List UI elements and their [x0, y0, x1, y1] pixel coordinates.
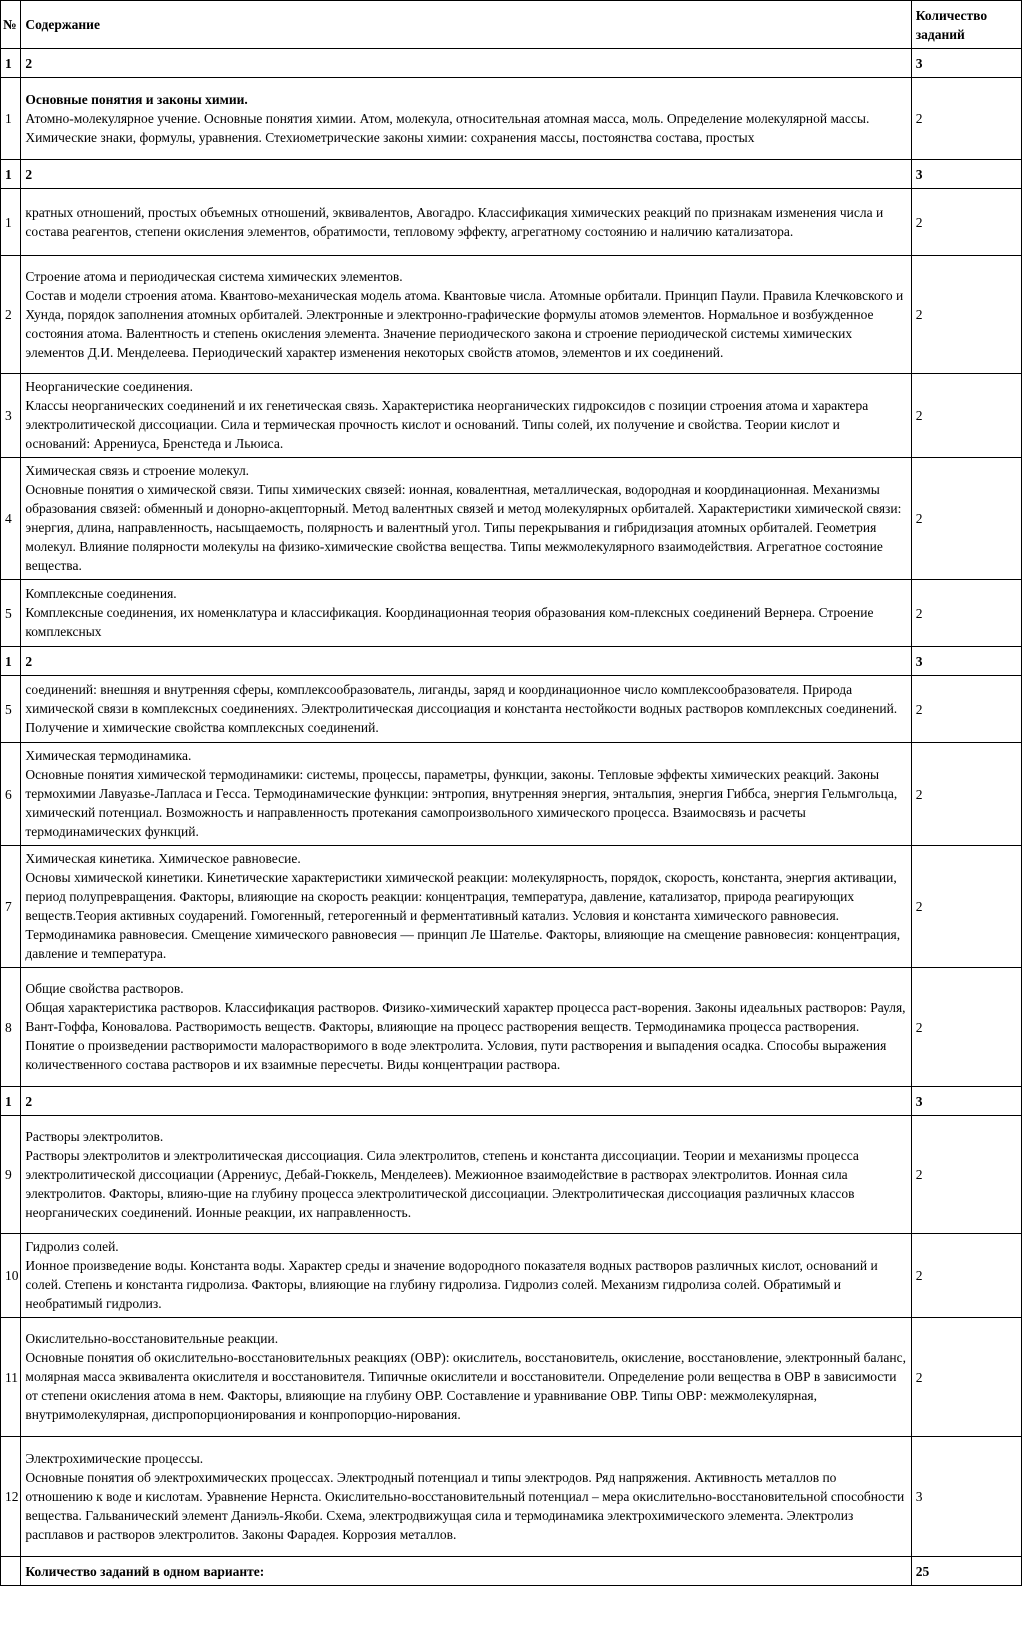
row-number: 5	[1, 676, 21, 743]
header-count: Количество заданий	[911, 1, 1021, 49]
row-number: 1	[1, 160, 21, 189]
row-count: 2	[911, 676, 1021, 743]
topic-body: Основы химической кинетики. Кинетические характеристики химической реакции: молекулярность, порядок, скорость, константа, энергия активации, период полупревращения. Факторы, влияющие на скорость реакции: концентрация, температура, давление, катализатор, природа реагирующих веществ.Теория активных соударений. Гомогенный, гетерогенный и ферментативный катализ. Условия и константа химического равновесия. Термодинамика равновесия. Смещение химического равновесия — принцип Ле Шателье. Факторы, влияющие на смещение равновесия: концентрация, давление и температура.	[25, 870, 901, 961]
topic-body: Основные понятия об электрохимических процессах. Электродный потенциал и типы электродов. Ряд напряжения. Активность металлов по отношению к воде и кислотам. Уравнение Нернста. Окислительно-восстановительный потенциал – мера окислительно-восстановительной способности вещества. Гальванический элемент Даниэль-Якоби. Схема, электродвижущая сила и термодинамика электрохимического элемента. Электролиз расплавов и растворов электролитов. Законы Фарадея. Коррозия металлов.	[25, 1469, 905, 1542]
topic-title: Химическая кинетика. Химическое равновесие.	[25, 851, 301, 866]
topic-body: соединений: внешняя и внутренняя сферы, комплексообразователь, лиганды, заряд и координационное число комплексообразователя. Природа химической связи в комплексных соединениях. Электролитическая диссоциация и константа нестойкости водных растворов комплексных соединений. Получение и химические свойства комплексных соединений.	[25, 682, 898, 735]
topic-row	[1, 458, 1022, 580]
topic-row	[1, 256, 1022, 374]
row-content	[21, 580, 911, 647]
row-number: 11	[1, 1318, 21, 1437]
topic-body: Состав и модели строения атома. Квантово-механическая модель атома. Квантовые числа. Атомные орбитали. Принцип Паули. Правила Клечковского и Хунда, порядок заполнения атомных орбиталей. Электронные и электронно-графические формулы атомов элементов. Нормальное и возбужденное состояния атома. Валентность и степень окисления элемента. Значение периодического закона и строение периодической системы химических элементов Д.И. Менделеева. Периодический характер изменения некоторых свойств атомов, элементов и их соединений.	[25, 287, 904, 360]
header-content: Содержание	[21, 1, 911, 49]
row-content	[21, 78, 911, 160]
row-content	[21, 1437, 911, 1557]
topic-body: Общая характеристика растворов. Классификация растворов. Физико-химический характер процесса раст-ворения. Законы идеальных растворов: Рауля, Вант-Гоффа, Коновалова. Растворимость веществ. Факторы, влияющие на процесс растворения веществ. Термодинамика процесса растворения. Понятие о произведении растворимости малорастворимого в воде электролита. Условия, пути растворения и выпадения осадка. Способы выражения количественного состава растворов и их взаимные пересчеты. Виды концентрации раствора.	[25, 1000, 906, 1072]
row-content	[21, 743, 911, 846]
row-count: 2	[911, 256, 1021, 374]
footer-total: 25	[911, 1557, 1021, 1586]
row-count: 2	[911, 968, 1021, 1087]
row-content	[21, 256, 911, 374]
row-content	[21, 189, 911, 256]
topic-row	[1, 189, 1022, 256]
row-number: 1	[1, 78, 21, 160]
row-count: 3	[911, 49, 1021, 78]
row-number: 1	[1, 189, 21, 256]
row-count: 2	[911, 1234, 1021, 1318]
topic-body: Основные понятия о химической связи. Типы химических связей: ионная, ковалентная, металлическая, водородная и координационная. Механизмы образования связей: обменный и донорно-акцепторный. Метод валентных связей и метод молекулярных орбиталей. Характеристики химической связи: энергия, длина, направленность, насыщаемость, полярность и валентный угол. Типы перекрывания и гибридизация атомных орбиталей. Геометрия молекул. Влияние полярности молекулы на физико-химические свойства вещества. Типы межмолекулярного взаимодействия. Агрегатное состояние вещества.	[25, 482, 902, 573]
row-number: 2	[1, 256, 21, 374]
topic-title: Неорганические соединения.	[25, 379, 193, 394]
topic-title: Химическая термодинамика.	[25, 748, 192, 763]
topic-body: Классы неорганических соединений и их генетическая связь. Характеристика неорганических гидроксидов с позиции строения атома и характера электролитической диссоциации. Сила и термическая прочность кислот и оснований. Типы солей, их получение и свойства. Теории кислот и оснований: Аррениуса, Бренстеда и Льюиса.	[25, 398, 869, 451]
topic-row	[1, 846, 1022, 968]
row-count: 2	[911, 1116, 1021, 1234]
row-count: 3	[911, 1087, 1021, 1116]
row-number: 7	[1, 846, 21, 968]
column-number-row	[1, 1087, 1022, 1116]
row-number: 1	[1, 49, 21, 78]
table-header-row	[1, 1, 1022, 49]
topic-title: Электрохимические процессы.	[25, 1450, 204, 1466]
row-number: 5	[1, 580, 21, 647]
topic-body: Атомно-молекулярное учение. Основные понятия химии. Атом, молекула, относительная атомная масса, моль. Определение молекулярной массы. Химические знаки, формулы, уравнения. Стехиометрические законы химии: сохранения массы, постоянства состава, простых	[25, 110, 870, 145]
column-number-row	[1, 49, 1022, 78]
row-content: 2	[21, 647, 911, 676]
footer-num	[1, 1557, 21, 1586]
row-count: 2	[911, 743, 1021, 846]
topic-row	[1, 374, 1022, 458]
topic-title: Основные понятия и законы химии.	[25, 91, 248, 107]
topic-row	[1, 676, 1022, 743]
row-number: 12	[1, 1437, 21, 1557]
topic-body: Растворы электролитов и электролитическая диссоциация. Сила электролитов, степень и константа диссоциации. Теории и механизмы процесса электролитической диссоциации (Аррениус, Дебай-Гюккель, Менделеев). Межионное взаимодействие в растворах электролитов. Ионная сила электролитов. Факторы, влияю-щие на глубину процесса электролитической диссоциации. Электролитическая диссоциация различных классов неорганических соединений. Ионные реакции, их направленность.	[25, 1147, 859, 1220]
row-count: 3	[911, 160, 1021, 189]
row-content: 2	[21, 1087, 911, 1116]
topic-body: Основные понятия химической термодинамики: системы, процессы, параметры, функции, законы. Тепловые эффекты химических реакций. Законы термохимии Лавуазье-Лапласа и Гесса. Термодинамические функции: энтропия, внутренняя энергия, энтальпия, энергия Гиббса, энергия Гельмгольца, химический потенциал. Возможность и направленность протекания самопроизвольного химического процесса. Взаимосвязь и расчеты термодинамических функций.	[25, 767, 898, 839]
row-count: 2	[911, 846, 1021, 968]
topic-row	[1, 1234, 1022, 1318]
row-count: 2	[911, 580, 1021, 647]
row-number: 1	[1, 1087, 21, 1116]
row-content	[21, 374, 911, 458]
table-body	[1, 49, 1022, 1557]
row-count: 3	[911, 1437, 1021, 1557]
topic-body: Основные понятия об окислительно-восстановительных реакциях (ОВР): окислитель, восстановитель, окисление, восстановление, электронный баланс, молярная масса эквивалента окислителя и восстановителя. Типичные окислители и восстановители. Определение роли вещества в ОВР в зависимости от степени окисления атома в нем. Факторы, влияющие на глубину ОВР. Составление и уравнивание ОВР. Типы ОВР: межмолекулярная, внутримолекулярная, диспропорционирования и конпропорцио-нирования.	[25, 1350, 906, 1422]
table-footer-row	[1, 1557, 1022, 1586]
topic-row	[1, 1318, 1022, 1437]
topic-row	[1, 1437, 1022, 1557]
row-number: 8	[1, 968, 21, 1087]
row-number: 10	[1, 1234, 21, 1318]
topic-body: кратных отношений, простых объемных отношений, эквивалентов, Авогадро. Классификация химических реакций по признакам изменения числа и состава реагентов, степени окисления элементов, обратимости, тепловому эффекту, агрегатному состоянию и наличию катализатора.	[25, 204, 884, 239]
topic-body: Комплексные соединения, их номенклатура и классификация. Координационная теория образования ком-плексных соединений Вернера. Строение комплексных	[25, 605, 874, 639]
row-count: 3	[911, 647, 1021, 676]
row-content	[21, 968, 911, 1087]
row-number: 6	[1, 743, 21, 846]
row-count: 2	[911, 458, 1021, 580]
footer-label: Количество заданий в одном варианте:	[21, 1557, 911, 1586]
topic-title: Общие свойства растворов.	[25, 981, 184, 996]
topic-row	[1, 968, 1022, 1087]
row-number: 3	[1, 374, 21, 458]
topic-row	[1, 1116, 1022, 1234]
topic-title: Химическая связь и строение молекул.	[25, 463, 250, 478]
row-number: 9	[1, 1116, 21, 1234]
topic-title: Растворы электролитов.	[25, 1128, 164, 1144]
row-number: 1	[1, 647, 21, 676]
row-number: 4	[1, 458, 21, 580]
row-count: 2	[911, 1318, 1021, 1437]
topic-title: Гидролиз солей.	[25, 1239, 119, 1254]
topic-title: Окислительно-восстановительные реакции.	[25, 1331, 279, 1346]
topic-title: Комплексные соединения.	[25, 586, 177, 601]
topic-body: Ионное произведение воды. Константа воды. Характер среды и значение водородного показателя водных растворов различных кислот, оснований и солей. Степень и константа гидролиза. Факторы, влияющие на глубину гидролиза. Гидролиз солей. Механизм гидролиза солей. Обратимый и необратимый гидролиз.	[25, 1258, 878, 1311]
row-count: 2	[911, 78, 1021, 160]
row-count: 2	[911, 374, 1021, 458]
row-count: 2	[911, 189, 1021, 256]
row-content: 2	[21, 160, 911, 189]
column-number-row	[1, 160, 1022, 189]
row-content	[21, 1116, 911, 1234]
topic-row	[1, 580, 1022, 647]
column-number-row	[1, 647, 1022, 676]
row-content: 2	[21, 49, 911, 78]
topic-title: Строение атома и периодическая система химических элементов.	[25, 268, 403, 284]
row-content	[21, 1318, 911, 1437]
row-content	[21, 458, 911, 580]
topic-row	[1, 743, 1022, 846]
row-content	[21, 1234, 911, 1318]
header-num: №	[1, 1, 21, 49]
row-content	[21, 676, 911, 743]
row-content	[21, 846, 911, 968]
topic-row	[1, 78, 1022, 160]
